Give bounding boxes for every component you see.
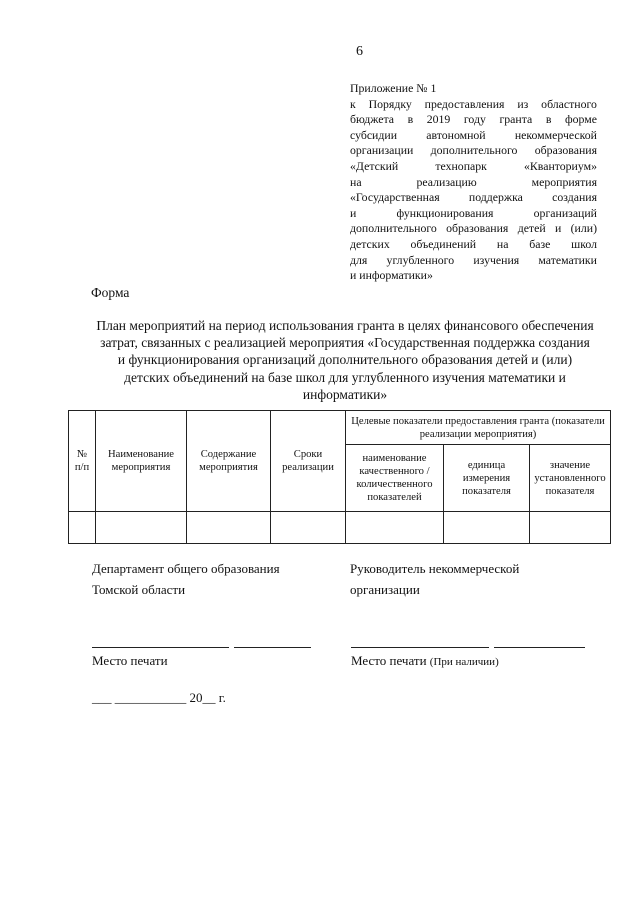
word: школ [571, 236, 597, 251]
word: дополнительного [430, 143, 518, 158]
word: Порядку [368, 96, 412, 111]
word: поддержка [468, 190, 523, 205]
plan-table [68, 410, 611, 544]
signature-name-line [234, 647, 311, 648]
word: из [517, 96, 529, 111]
word: объединений [410, 236, 477, 251]
signature-name-line [494, 647, 585, 648]
appendix-line: Приложение № 1 [350, 81, 437, 95]
word: форме [564, 112, 597, 127]
stamp-place-note: (При наличии) [429, 656, 499, 668]
department-line: Департамент общего образования [92, 561, 280, 576]
word: реализацию [416, 174, 477, 189]
appendix-line [350, 112, 597, 128]
appendix-line [350, 97, 597, 113]
indicators-group-header: Целевые показатели предоставления гранта (показатели реализации мероприятия) [346, 411, 611, 445]
appendix-line [350, 143, 597, 159]
plan-title: План мероприятий на период использования гранта в целях финансового обеспечения затрат, связанных с реализацией мероприятия «Государственная поддержка создания и функционирования организаций дополнительного образования детей и (или) детских объединений на базе школ для углубленного изучения математики и информатики» [96, 318, 594, 402]
word: создания [552, 190, 597, 205]
appendix-line [350, 175, 597, 191]
word: бюджета [350, 112, 394, 127]
word: технопарк [435, 158, 487, 173]
col-content-header: Содержание мероприятия [187, 411, 271, 512]
word: некоммерческой [514, 127, 597, 142]
word: базе [529, 236, 551, 251]
word: гранта [499, 112, 533, 127]
table-cell [187, 512, 271, 544]
word: «Детский [350, 158, 399, 173]
word: для [350, 252, 368, 267]
word: областного [541, 96, 597, 111]
org-head-line: организации [350, 582, 420, 597]
signature-line [92, 647, 229, 648]
word: образования [534, 143, 597, 158]
appendix-line [350, 159, 597, 175]
word: и [350, 205, 357, 220]
word: дополнительного [350, 221, 437, 236]
word: изучения [473, 252, 520, 267]
form-label: Форма [91, 285, 130, 300]
indicator-name-header: наименование качественного / количественного показателей [346, 445, 444, 512]
table-row [69, 512, 611, 544]
word: детей [517, 221, 546, 236]
table-cell [530, 512, 611, 544]
word: углубленного [386, 252, 455, 267]
signature-line [351, 647, 489, 648]
col-terms-header: Сроки реализации [271, 411, 346, 512]
word: мероприятия [531, 174, 597, 189]
table-cell [96, 512, 187, 544]
appendix-line [350, 253, 597, 269]
word: организаций [533, 205, 597, 220]
word: году [463, 112, 486, 127]
word: «Государственная [350, 190, 440, 205]
department-block [92, 558, 280, 600]
word: образования [446, 221, 509, 236]
word: 2019 [426, 112, 451, 127]
org-head-line: Руководитель некоммерческой [350, 561, 520, 576]
word: к [350, 96, 356, 111]
word: организации [350, 143, 414, 158]
word: «Кванториум» [524, 158, 597, 173]
word: на [350, 174, 362, 189]
appendix-block [350, 81, 597, 284]
word: предоставления [424, 96, 505, 111]
table-cell [444, 512, 530, 544]
table-cell [271, 512, 346, 544]
table-cell [69, 512, 96, 544]
department-line: Томской области [92, 582, 186, 597]
appendix-line [350, 221, 597, 237]
word: математики [538, 252, 597, 267]
indicator-value-header: значение установленного показателя [530, 445, 611, 512]
word: и [554, 221, 562, 236]
word: детских [350, 236, 390, 251]
table-cell [346, 512, 444, 544]
appendix-line [350, 128, 597, 144]
col-number-header: № п/п [69, 411, 96, 512]
page-number: 6 [356, 44, 363, 59]
stamp-place-label: Место печати [351, 653, 427, 668]
word: в [545, 112, 552, 127]
stamp-place-left: Место печати [92, 653, 168, 668]
word: на [496, 236, 509, 251]
word: функционирования [396, 205, 494, 220]
date-line: ___ ___________ 20__ г. [92, 690, 226, 705]
appendix-line: и информатики» [350, 268, 433, 283]
word: в [407, 112, 414, 127]
appendix-line [350, 206, 597, 222]
appendix-line [350, 237, 597, 253]
appendix-line [350, 190, 597, 206]
stamp-place-right [351, 653, 499, 669]
indicator-unit-header: единица измерения показателя [444, 445, 530, 512]
org-head-block [350, 558, 519, 600]
word: автономной [426, 127, 486, 142]
word: (или) [570, 221, 597, 236]
word: субсидии [350, 127, 398, 142]
col-name-header: Наименование мероприятия [96, 411, 187, 512]
